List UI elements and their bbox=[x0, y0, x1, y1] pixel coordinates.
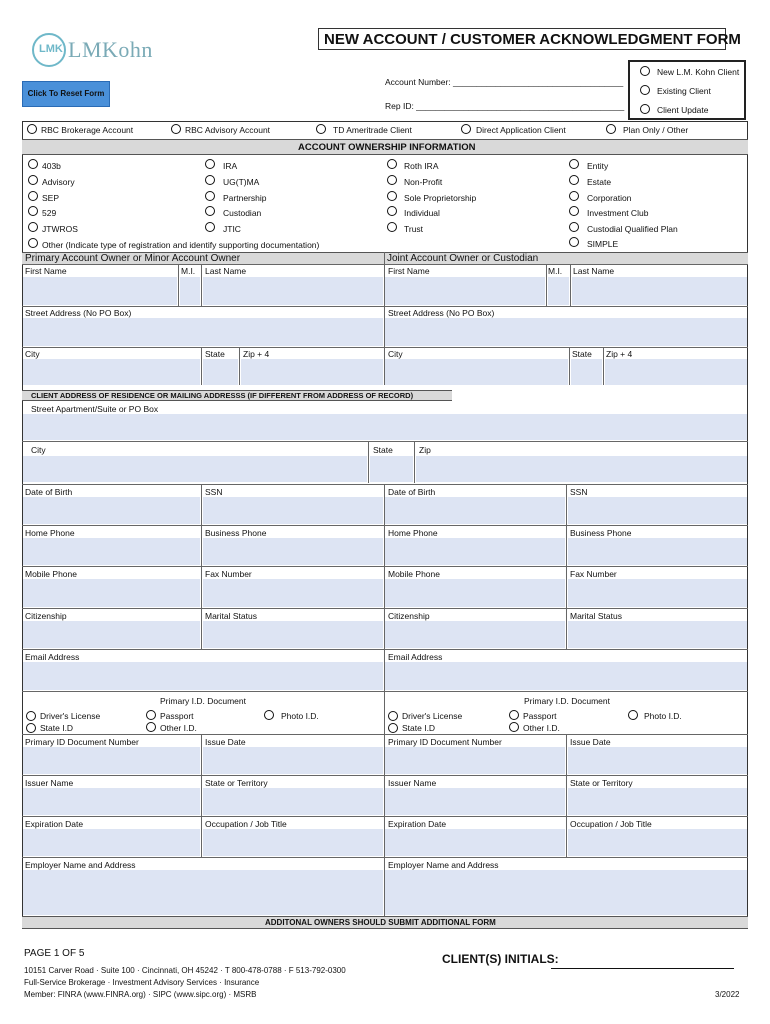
joint-occupation-input[interactable] bbox=[568, 829, 747, 856]
primary-home-phone-label: Home Phone bbox=[25, 528, 75, 538]
primary-issue-date-input[interactable] bbox=[203, 747, 383, 774]
primary-city-label: City bbox=[25, 349, 40, 359]
label-advisory: Advisory bbox=[42, 177, 75, 187]
label-custodial-qualified-plan: Custodial Qualified Plan bbox=[587, 224, 678, 234]
primary-citizenship-label: Citizenship bbox=[25, 611, 67, 621]
reset-form-button[interactable]: Click To Reset Form bbox=[22, 81, 110, 107]
joint-city-input[interactable] bbox=[385, 359, 568, 385]
joint-mobile-input[interactable] bbox=[385, 579, 565, 607]
rule bbox=[22, 816, 748, 817]
joint-first-name-input[interactable] bbox=[385, 277, 545, 305]
primary-home-phone-input[interactable] bbox=[23, 538, 200, 565]
form-title: NEW ACCOUNT / CUSTOMER ACKNOWLEDGMENT FORM bbox=[324, 31, 741, 48]
rule bbox=[201, 484, 202, 649]
label-jtic: JTIC bbox=[223, 224, 241, 234]
joint-home-phone-label: Home Phone bbox=[388, 528, 438, 538]
primary-ssn-input[interactable] bbox=[203, 497, 383, 524]
primary-occupation-label: Occupation / Job Title bbox=[205, 819, 287, 829]
footer-address: 10151 Carver Road · Suite 100 · Cincinnati, OH 45242 · T 800-478-0788 · F 513-792-0300 bbox=[24, 966, 346, 975]
primary-city-input[interactable] bbox=[23, 359, 200, 385]
radio-jtwros[interactable] bbox=[28, 222, 38, 232]
radio-estate[interactable] bbox=[569, 175, 579, 185]
radio-investment-club[interactable] bbox=[569, 206, 579, 216]
primary-business-phone-label: Business Phone bbox=[205, 528, 267, 538]
primary-owner-title: Primary Account Owner or Minor Account Owner bbox=[25, 253, 241, 264]
radio-new-client[interactable] bbox=[640, 66, 650, 76]
mailing-title: CLIENT ADDRESS OF RESIDENCE OR MAILING ADDRESSS (IF DIFFERENT FROM ADDRESS OF RECORD) bbox=[31, 391, 414, 400]
radio-rbc-advisory[interactable] bbox=[171, 124, 181, 134]
client-initials-line[interactable] bbox=[551, 968, 734, 969]
joint-last-name-label: Last Name bbox=[573, 266, 615, 276]
joint-fax-label: Fax Number bbox=[570, 569, 617, 579]
rule bbox=[201, 734, 202, 857]
joint-email-input[interactable] bbox=[385, 662, 747, 690]
primary-first-name-label: First Name bbox=[25, 266, 67, 276]
client-initials-label: CLIENT(S) INITIALS: bbox=[442, 952, 559, 966]
radio-primary-drivers-license[interactable] bbox=[26, 711, 36, 721]
joint-issue-date-label: Issue Date bbox=[570, 737, 611, 747]
joint-last-name-input[interactable] bbox=[572, 277, 747, 305]
label-individual: Individual bbox=[404, 208, 440, 218]
joint-state-territory-label: State or Territory bbox=[570, 778, 633, 788]
primary-state-input[interactable] bbox=[203, 359, 238, 385]
rule bbox=[566, 484, 567, 649]
form-title-box bbox=[318, 28, 741, 50]
mailing-state-label: State bbox=[373, 445, 393, 455]
rule bbox=[239, 347, 240, 385]
label-primary-drivers-license: Driver's License bbox=[40, 711, 101, 721]
radio-td-ameritrade[interactable] bbox=[316, 124, 326, 134]
radio-joint-other-id[interactable] bbox=[509, 722, 519, 732]
primary-state-territory-label: State or Territory bbox=[205, 778, 268, 788]
account-number-field[interactable]: Account Number: ____________________________________ bbox=[385, 77, 624, 87]
joint-id-number-input[interactable] bbox=[385, 747, 565, 774]
label-roth-ira: Roth IRA bbox=[404, 161, 439, 171]
rule bbox=[22, 608, 748, 609]
joint-city-label: City bbox=[388, 349, 403, 359]
mailing-street-label: Street Apartment/Suite or PO Box bbox=[31, 404, 159, 414]
label-ugtma: UG(T)MA bbox=[223, 177, 260, 187]
mailing-state-input[interactable] bbox=[370, 456, 413, 482]
rule bbox=[22, 306, 748, 307]
additional-owners-note: ADDITONAL OWNERS SHOULD SUBMIT ADDITIONAL FORM bbox=[265, 918, 496, 927]
label-plan-only: Plan Only / Other bbox=[623, 125, 689, 135]
primary-state-territory-input[interactable] bbox=[203, 788, 383, 815]
joint-email-label: Email Address bbox=[388, 652, 443, 662]
rule bbox=[546, 264, 547, 306]
primary-issuer-input[interactable] bbox=[23, 788, 200, 815]
joint-first-name-label: First Name bbox=[388, 266, 430, 276]
primary-zip-input[interactable] bbox=[241, 359, 383, 385]
joint-dob-input[interactable] bbox=[385, 497, 565, 524]
radio-joint-photo-id[interactable] bbox=[628, 710, 638, 720]
radio-partnership[interactable] bbox=[205, 191, 215, 201]
label-rbc-advisory: RBC Advisory Account bbox=[185, 125, 271, 135]
primary-issue-date-label: Issue Date bbox=[205, 737, 246, 747]
primary-mobile-input[interactable] bbox=[23, 579, 200, 607]
primary-state-label: State bbox=[205, 349, 225, 359]
joint-citizenship-input[interactable] bbox=[385, 621, 565, 648]
label-direct-application: Direct Application Client bbox=[476, 125, 566, 135]
rule bbox=[368, 441, 369, 483]
label-corporation: Corporation bbox=[587, 193, 632, 203]
rule bbox=[570, 264, 571, 306]
label-joint-state-id: State I.D bbox=[402, 723, 436, 733]
primary-email-label: Email Address bbox=[25, 652, 80, 662]
label-403b: 403b bbox=[42, 161, 61, 171]
ownership-title: ACCOUNT OWNERSHIP INFORMATION bbox=[298, 142, 476, 153]
label-primary-other-id: Other I.D. bbox=[160, 723, 197, 733]
primary-employer-input[interactable] bbox=[23, 870, 383, 915]
primary-street-input[interactable] bbox=[23, 318, 383, 346]
rule bbox=[22, 649, 748, 650]
rule bbox=[22, 264, 748, 265]
primary-last-name-label: Last Name bbox=[205, 266, 247, 276]
joint-state-input[interactable] bbox=[571, 359, 602, 385]
joint-street-label: Street Address (No PO Box) bbox=[388, 308, 495, 318]
radio-simple[interactable] bbox=[569, 237, 579, 247]
primary-occupation-input[interactable] bbox=[203, 829, 383, 856]
rule bbox=[603, 347, 604, 385]
primary-mi-label: M.I. bbox=[181, 266, 196, 276]
radio-primary-photo-id[interactable] bbox=[264, 710, 274, 720]
primary-dob-input[interactable] bbox=[23, 497, 200, 524]
rule bbox=[22, 347, 748, 348]
primary-employer-label: Employer Name and Address bbox=[25, 860, 136, 870]
joint-dob-label: Date of Birth bbox=[388, 487, 436, 497]
rule bbox=[22, 525, 748, 526]
label-primary-photo-id: Photo I.D. bbox=[281, 711, 319, 721]
primary-expiration-label: Expiration Date bbox=[25, 819, 84, 829]
joint-home-phone-input[interactable] bbox=[385, 538, 565, 565]
primary-mi-input[interactable] bbox=[180, 277, 200, 305]
radio-primary-state-id[interactable] bbox=[26, 723, 36, 733]
mailing-city-label: City bbox=[31, 445, 46, 455]
radio-non-profit[interactable] bbox=[387, 175, 397, 185]
primary-dob-label: Date of Birth bbox=[25, 487, 73, 497]
joint-id-title: Primary I.D. Document bbox=[524, 696, 610, 706]
radio-sole-proprietorship[interactable] bbox=[387, 191, 397, 201]
rule bbox=[414, 441, 415, 483]
radio-custodial-qualified-plan[interactable] bbox=[569, 222, 579, 232]
joint-state-label: State bbox=[572, 349, 592, 359]
rule bbox=[22, 484, 748, 485]
label-joint-drivers-license: Driver's License bbox=[402, 711, 463, 721]
joint-state-territory-input[interactable] bbox=[568, 788, 747, 815]
joint-issuer-label: Issuer Name bbox=[388, 778, 437, 788]
joint-mi-input[interactable] bbox=[548, 277, 569, 305]
rule bbox=[201, 347, 202, 385]
rule bbox=[178, 264, 179, 306]
label-rbc-brokerage: RBC Brokerage Account bbox=[41, 125, 134, 135]
rule bbox=[566, 734, 567, 857]
rule bbox=[201, 264, 202, 306]
label-trust: Trust bbox=[404, 224, 424, 234]
joint-business-phone-input[interactable] bbox=[568, 538, 747, 565]
label-estate: Estate bbox=[587, 177, 612, 187]
rule bbox=[22, 566, 748, 567]
radio-custodian[interactable] bbox=[205, 206, 215, 216]
footer-member: Member: FINRA (www.FINRA.org) · SIPC (www.sipc.org) · MSRB bbox=[24, 990, 257, 999]
radio-other[interactable] bbox=[28, 238, 38, 248]
page-number: PAGE 1 OF 5 bbox=[24, 948, 85, 959]
primary-id-title: Primary I.D. Document bbox=[160, 696, 246, 706]
label-td-ameritrade: TD Ameritrade Client bbox=[333, 125, 412, 135]
mailing-street-input[interactable] bbox=[23, 414, 747, 440]
primary-email-input[interactable] bbox=[23, 662, 383, 690]
radio-primary-other-id[interactable] bbox=[146, 722, 156, 732]
logo-mark-text: LMK bbox=[39, 43, 63, 55]
radio-entity[interactable] bbox=[569, 159, 579, 169]
primary-expiration-input[interactable] bbox=[23, 829, 200, 856]
radio-individual[interactable] bbox=[387, 206, 397, 216]
primary-street-label: Street Address (No PO Box) bbox=[25, 308, 132, 318]
radio-sep[interactable] bbox=[28, 191, 38, 201]
radio-direct-application[interactable] bbox=[461, 124, 471, 134]
joint-business-phone-label: Business Phone bbox=[570, 528, 632, 538]
primary-zip-label: Zip + 4 bbox=[243, 349, 270, 359]
primary-business-phone-input[interactable] bbox=[203, 538, 383, 565]
radio-joint-drivers-license[interactable] bbox=[388, 711, 398, 721]
label-529: 529 bbox=[42, 208, 57, 218]
joint-marital-label: Marital Status bbox=[570, 611, 622, 621]
label-custodian: Custodian bbox=[223, 208, 262, 218]
rep-id-field[interactable]: Rep ID: ____________________________________________ bbox=[385, 101, 625, 111]
primary-marital-label: Marital Status bbox=[205, 611, 257, 621]
radio-jtic[interactable] bbox=[205, 222, 215, 232]
mailing-zip-label: Zip bbox=[419, 445, 431, 455]
joint-street-input[interactable] bbox=[385, 318, 747, 346]
label-sole-proprietorship: Sole Proprietorship bbox=[404, 193, 477, 203]
radio-rbc-brokerage[interactable] bbox=[27, 124, 37, 134]
joint-employer-input[interactable] bbox=[385, 870, 747, 915]
joint-ssn-label: SSN bbox=[570, 487, 588, 497]
label-sep: SEP bbox=[42, 193, 60, 203]
rule bbox=[22, 734, 748, 735]
label-primary-state-id: State I.D bbox=[40, 723, 74, 733]
label-primary-passport: Passport bbox=[160, 711, 194, 721]
primary-id-number-label: Primary ID Document Number bbox=[25, 737, 139, 747]
rule bbox=[22, 441, 748, 442]
primary-marital-input[interactable] bbox=[203, 621, 383, 648]
primary-ssn-label: SSN bbox=[205, 487, 223, 497]
rule bbox=[22, 691, 748, 692]
joint-occupation-label: Occupation / Job Title bbox=[570, 819, 652, 829]
radio-plan-only[interactable] bbox=[606, 124, 616, 134]
radio-advisory[interactable] bbox=[28, 175, 38, 185]
radio-ugtma[interactable] bbox=[205, 175, 215, 185]
label-new-client: New L.M. Kohn Client bbox=[657, 67, 740, 77]
joint-owner-title: Joint Account Owner or Custodian bbox=[387, 253, 539, 264]
radio-existing-client[interactable] bbox=[640, 85, 650, 95]
primary-first-name-input[interactable] bbox=[23, 277, 177, 305]
logo-mark-icon bbox=[32, 33, 66, 67]
radio-roth-ira[interactable] bbox=[387, 159, 397, 169]
primary-fax-label: Fax Number bbox=[205, 569, 252, 579]
joint-issue-date-input[interactable] bbox=[568, 747, 747, 774]
label-jtwros: JTWROS bbox=[42, 224, 78, 234]
primary-fax-input[interactable] bbox=[203, 579, 383, 607]
joint-zip-input[interactable] bbox=[605, 359, 747, 385]
primary-id-number-input[interactable] bbox=[23, 747, 200, 774]
joint-issuer-input[interactable] bbox=[385, 788, 565, 815]
joint-mi-label: M.I. bbox=[548, 266, 563, 276]
primary-mobile-label: Mobile Phone bbox=[25, 569, 77, 579]
joint-expiration-input[interactable] bbox=[385, 829, 565, 856]
label-entity: Entity bbox=[587, 161, 609, 171]
footer-services: Full-Service Brokerage · Investment Advisory Services · Insurance bbox=[24, 978, 260, 987]
radio-403b[interactable] bbox=[28, 159, 38, 169]
mailing-zip-input[interactable] bbox=[416, 456, 747, 482]
joint-mobile-label: Mobile Phone bbox=[388, 569, 440, 579]
primary-last-name-input[interactable] bbox=[203, 277, 383, 305]
label-non-profit: Non-Profit bbox=[404, 177, 443, 187]
radio-joint-passport[interactable] bbox=[509, 710, 519, 720]
label-investment-club: Investment Club bbox=[587, 208, 649, 218]
joint-citizenship-label: Citizenship bbox=[388, 611, 430, 621]
joint-employer-label: Employer Name and Address bbox=[388, 860, 499, 870]
label-joint-photo-id: Photo I.D. bbox=[644, 711, 682, 721]
primary-citizenship-input[interactable] bbox=[23, 621, 200, 648]
rule bbox=[569, 347, 570, 385]
joint-id-number-label: Primary ID Document Number bbox=[388, 737, 502, 747]
label-ira: IRA bbox=[223, 161, 238, 171]
rule bbox=[22, 857, 748, 858]
label-joint-passport: Passport bbox=[523, 711, 557, 721]
joint-marital-input[interactable] bbox=[568, 621, 747, 648]
joint-zip-label: Zip + 4 bbox=[606, 349, 633, 359]
radio-529[interactable] bbox=[28, 206, 38, 216]
label-simple: SIMPLE bbox=[587, 239, 619, 249]
radio-corporation[interactable] bbox=[569, 191, 579, 201]
radio-client-update[interactable] bbox=[640, 104, 650, 114]
label-client-update: Client Update bbox=[657, 105, 709, 115]
label-joint-other-id: Other I.D. bbox=[523, 723, 560, 733]
radio-ira[interactable] bbox=[205, 159, 215, 169]
label-existing-client: Existing Client bbox=[657, 86, 711, 96]
radio-joint-state-id[interactable] bbox=[388, 723, 398, 733]
primary-issuer-label: Issuer Name bbox=[25, 778, 74, 788]
radio-trust[interactable] bbox=[387, 222, 397, 232]
form-date: 3/2022 bbox=[715, 990, 740, 999]
logo-text: LMKohn bbox=[68, 37, 153, 62]
joint-expiration-label: Expiration Date bbox=[388, 819, 447, 829]
joint-fax-input[interactable] bbox=[568, 579, 747, 607]
label-other: Other (Indicate type of registration and identify supporting documentation) bbox=[42, 240, 320, 250]
rule bbox=[22, 775, 748, 776]
joint-ssn-input[interactable] bbox=[568, 497, 747, 524]
radio-primary-passport[interactable] bbox=[146, 710, 156, 720]
mailing-city-input[interactable] bbox=[23, 456, 367, 482]
label-partnership: Partnership bbox=[223, 193, 267, 203]
